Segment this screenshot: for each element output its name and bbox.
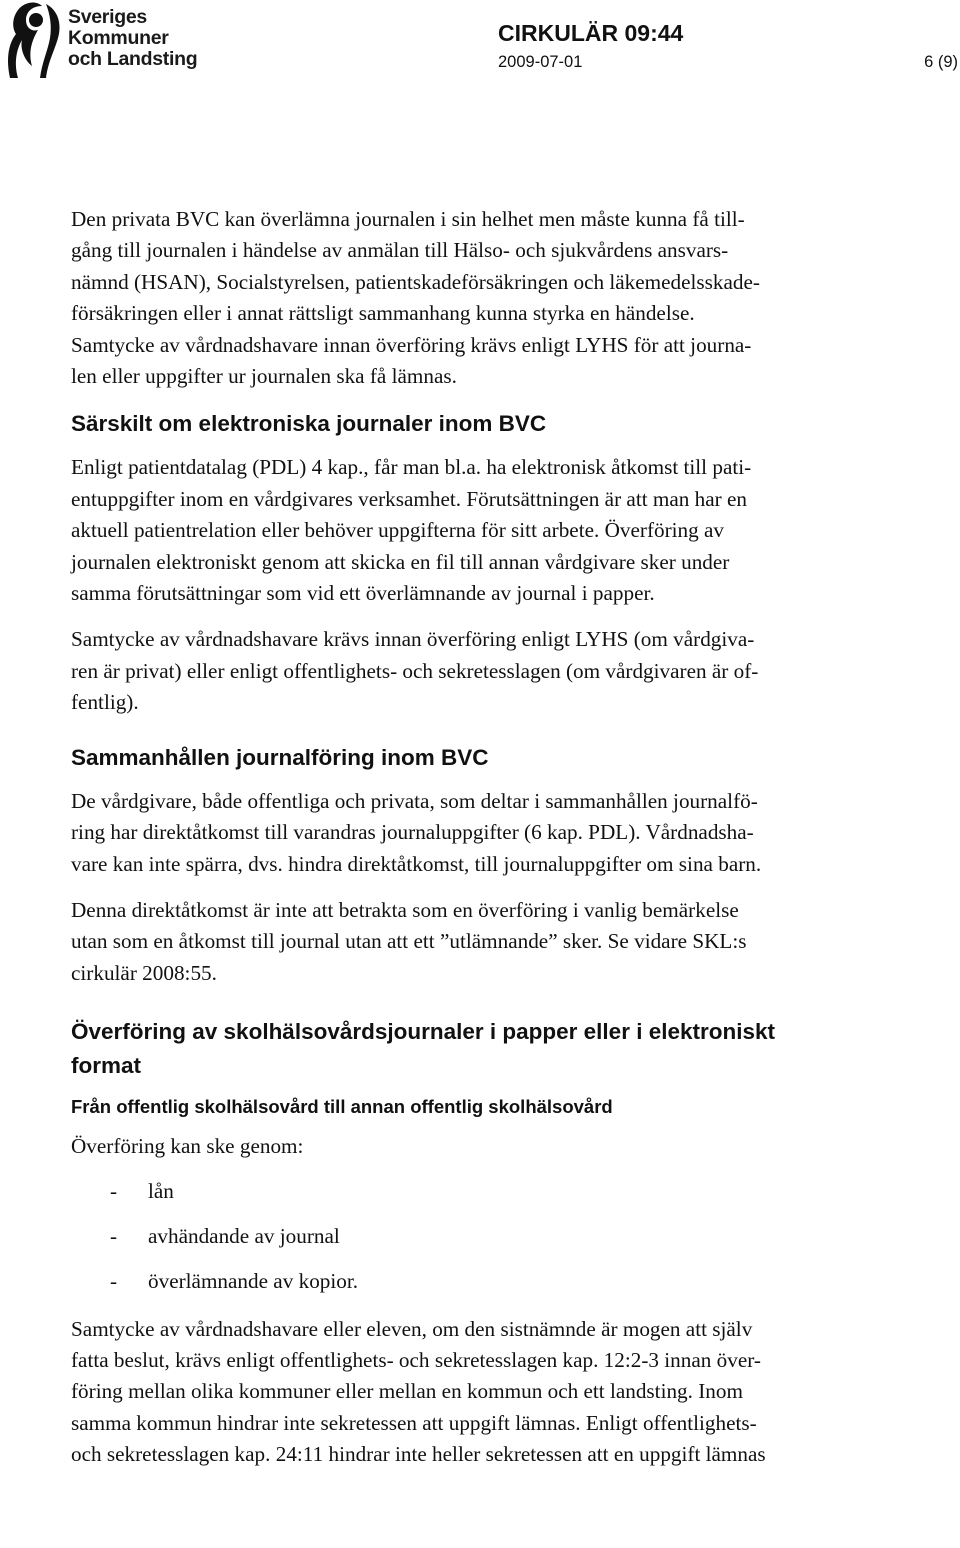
org-logo: [0, 0, 200, 80]
text-line: Enligt patientdatalag (PDL) 4 kap., får man bl.a. ha elektronisk åtkomst till pati-: [71, 455, 752, 480]
heading-line: format: [71, 1053, 142, 1079]
transfer-methods-list: [71, 1169, 923, 1304]
subheading-public-to-public: Från offentlig skolhälsovård till annan offentlig skolhälsovård: [71, 1096, 613, 1118]
list-item-text: överlämnande av kopior.: [148, 1268, 359, 1293]
list-dash: -: [110, 1223, 118, 1248]
heading-school-health-records: [71, 1015, 923, 1083]
paragraph-access-definition: [71, 895, 923, 989]
heading-coherent-records: Sammanhållen journalföring inom BVC: [71, 744, 489, 770]
org-name: [68, 7, 200, 70]
text-line: nämnd (HSAN), Socialstyrelsen, patientskadeförsäkringen och läkemedelsskade-: [71, 269, 760, 294]
text-line: Samtycke av vårdnadshavare eller eleven, om den sistnämnde är mogen att själv: [71, 1316, 753, 1341]
paragraph-pdl: [71, 452, 923, 609]
text-line: len eller uppgifter ur journalen ska få lämnas.: [71, 364, 457, 389]
paragraph-consent-lyhs: [71, 624, 923, 718]
paragraph-transfer-methods: Överföring kan ske genom:: [71, 1134, 304, 1159]
text-line: samma förutsättningar som vid ett överlämnande av journal i papper.: [71, 581, 655, 606]
org-name-line-2: Kommuner: [68, 27, 169, 49]
heading-line: Överföring av skolhälsovårdsjournaler i papper eller i elektroniskt: [71, 1019, 776, 1045]
text-line: föring mellan olika kommuner eller mellan en kommun och ett landsting. Inom: [71, 1379, 743, 1404]
text-line: De vårdgivare, både offentliga och privata, som deltar i sammanhållen journalfö-: [71, 788, 758, 813]
paragraph-consent: [71, 330, 923, 393]
paragraph-consent-secrecy: [71, 1314, 923, 1471]
text-line: cirkulär 2008:55.: [71, 960, 217, 985]
list-item: [71, 1214, 923, 1259]
text-line: Samtycke av vårdnadshavare krävs innan överföring enligt LYHS (om vårdgiva-: [71, 627, 755, 652]
text-line: samma kommun hindrar inte sekretessen att uppgift lämnas. Enligt offentlighets-: [71, 1410, 757, 1435]
paragraph-journal-transfer: [71, 204, 923, 330]
paragraph-direct-access: [71, 786, 923, 880]
list-dash: -: [110, 1178, 118, 1203]
skl-figure-logo-icon: [2, 0, 64, 80]
list-item-text: lån: [148, 1178, 174, 1203]
document-body: [71, 204, 923, 1471]
page-number: 6 (9): [924, 53, 958, 71]
list-item: [71, 1169, 923, 1214]
text-line: ring har direktåtkomst till varandras journaluppgifter (6 kap. PDL). Vårdnadsha-: [71, 820, 754, 845]
text-line: fentlig).: [71, 690, 139, 715]
text-line: aktuell patientrelation eller behöver uppgifterna för sitt arbete. Överföring av: [71, 518, 725, 543]
text-line: gång till journalen i händelse av anmälan till Hälso- och sjukvårdens ansvars-: [71, 238, 729, 263]
text-line: fatta beslut, krävs enligt offentlighets- och sekretesslagen kap. 12:2-3 innan över-: [71, 1347, 761, 1372]
list-item-text: avhändande av journal: [148, 1223, 340, 1248]
document-title: CIRKULÄR 09:44: [498, 20, 684, 46]
document-date: 2009-07-01: [498, 53, 583, 71]
org-name-line-3: och Landsting: [68, 48, 198, 70]
text-line: Samtycke av vårdnadshavare innan överföring krävs enligt LYHS för att journa-: [71, 332, 752, 357]
text-line: ren är privat) eller enligt offentlighets- och sekretesslagen (om vårdgivaren är of-: [71, 658, 759, 683]
org-name-line-1: Sveriges: [68, 6, 147, 28]
text-line: utan som en åtkomst till journal utan att ett ”utlämnande” sker. Se vidare SKL:s: [71, 929, 747, 954]
text-line: entuppgifter inom en vårdgivares verksamhet. Förutsättningen är att man har en: [71, 486, 748, 511]
text-line: försäkringen eller i annat rättsligt sammanhang kunna styrka en händelse.: [71, 301, 695, 326]
text-line: och sekretesslagen kap. 24:11 hindrar inte heller sekretessen att en uppgift lämnas: [71, 1442, 766, 1467]
list-item: [71, 1259, 923, 1304]
text-line: vare kan inte spärra, dvs. hindra direktåtkomst, till journaluppgifter om sina barn.: [71, 851, 762, 876]
text-line: journalen elektroniskt genom att skicka en fil till annan vårdgivare sker under: [71, 549, 730, 574]
heading-electronic-journals: Särskilt om elektroniska journaler inom BVC: [71, 411, 547, 437]
list-dash: -: [110, 1268, 118, 1293]
text-line: Denna direktåtkomst är inte att betrakta som en överföring i vanlig bemärkelse: [71, 897, 739, 922]
text-line: Den privata BVC kan överlämna journalen i sin helhet men måste kunna få till-: [71, 207, 745, 231]
